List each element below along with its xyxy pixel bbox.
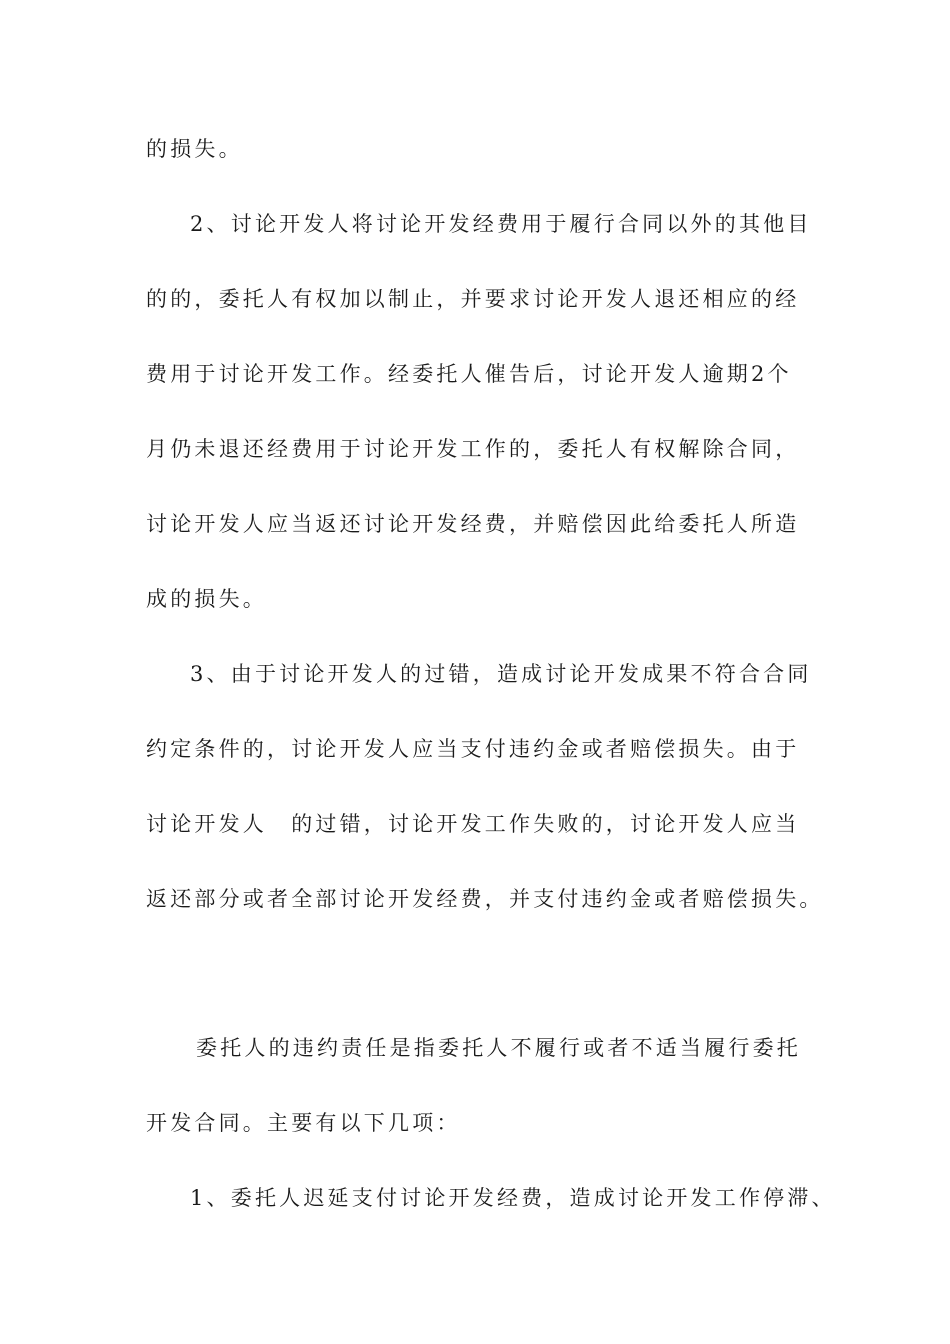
text-line: 3、由于讨论开发人的过错，造成讨论开发成果不符合合同 xyxy=(190,662,812,686)
text-line: 讨论开发人应当返还讨论开发经费，并赔偿因此给委托人所造 xyxy=(146,512,800,536)
text-line: 的损失。 xyxy=(146,137,243,161)
text-line: 费用于讨论开发工作。经委托人催告后，讨论开发人逾期2个 xyxy=(146,362,792,386)
text-line: 1、委托人迟延支付讨论开发经费，造成讨论开发工作停滞、 xyxy=(190,1186,836,1210)
text-line: 月仍未退还经费用于讨论开发工作的，委托人有权解除合同， xyxy=(146,437,800,461)
text-line: 讨论开发人 的过错，讨论开发工作失败的，讨论开发人应当 xyxy=(146,812,800,836)
text-line: 成的损失。 xyxy=(146,587,267,611)
text-line: 约定条件的，讨论开发人应当支付违约金或者赔偿损失。由于 xyxy=(146,737,800,761)
text-line: 返还部分或者全部讨论开发经费，并支付违约金或者赔偿损失。 xyxy=(146,887,824,911)
text-line: 的的，委托人有权加以制止，并要求讨论开发人退还相应的经 xyxy=(146,287,800,311)
text-line: 2、讨论开发人将讨论开发经费用于履行合同以外的其他目 xyxy=(190,212,812,236)
text-line: 开发合同。主要有以下几项： xyxy=(146,1111,461,1135)
text-line: 委托人的违约责任是指委托人不履行或者不适当履行委托 xyxy=(196,1036,801,1060)
